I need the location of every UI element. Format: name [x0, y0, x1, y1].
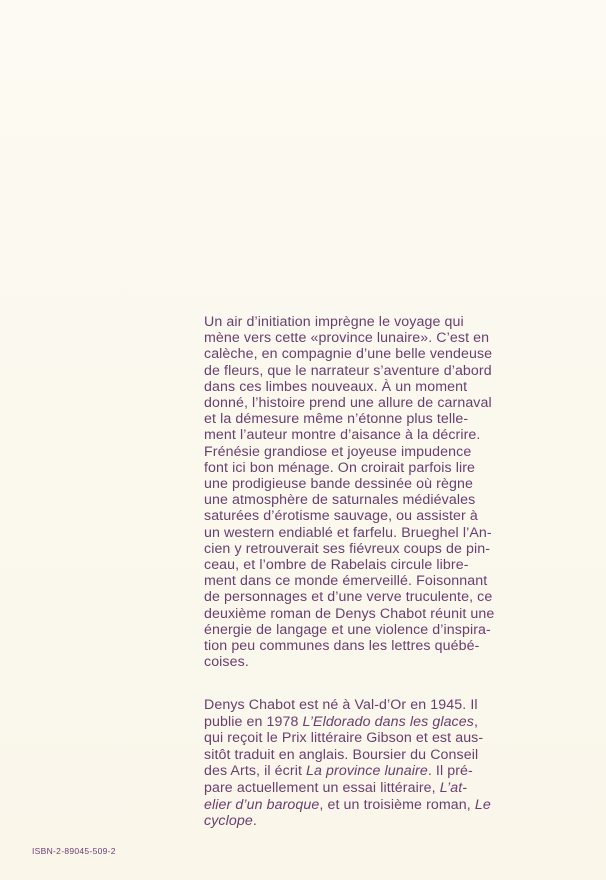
blurb-line: saturées d’érotisme sauvage, ou assister à: [204, 508, 478, 525]
bio-text: , et un troisième roman,: [319, 796, 475, 813]
bio-text: publie en 1978: [204, 713, 303, 730]
bio-line: [204, 763, 568, 780]
blurb-line: coises.: [204, 654, 249, 671]
book-title-province-lunaire: La province lunaire: [306, 763, 428, 780]
blurb-line: cien y retrouverait ses fiévreux coups de pin-: [204, 540, 491, 557]
blurb-line: ment dans ce monde émerveillé. Foisonnant: [204, 573, 488, 590]
blurb-line: mène vers cette «province lunaire». C’est en: [204, 330, 490, 347]
book-title-cyclope-part1: Le: [474, 796, 491, 813]
bio-line: [204, 813, 568, 830]
blurb-line: Un air d’initiation imprègne le voyage qui: [204, 314, 464, 330]
bio-text: pare actuellement un essai littéraire,: [204, 779, 440, 796]
blurb-line: et la démesure même n’étonne plus telle-: [204, 411, 469, 428]
bio-line: [204, 780, 568, 797]
blurb-line: deuxième roman de Denys Chabot réunit une: [204, 605, 495, 622]
blurb-line: ment l’auteur montre d’aisance à la décrire.: [204, 427, 481, 444]
blurb-line: énergie de langage et une violence d’inspira-: [204, 621, 491, 638]
blurb-line: donné, l’histoire prend une allure de carnaval: [204, 395, 492, 412]
bio-line: [204, 730, 568, 747]
bio-text: des Arts, il écrit: [204, 763, 307, 780]
blurb-line: Frénésie grandiose et joyeuse impudence: [204, 443, 472, 460]
book-title-eldorado: L’Eldorado dans les glaces: [302, 713, 474, 730]
blurb-line: ceau, et l’ombre de Rabelais circule libre-: [204, 557, 469, 574]
bio-line: [204, 714, 568, 731]
blurb-line: de fleurs, que le narrateur s’aventure d’abord: [204, 362, 492, 379]
blurb-line: une prodigieuse bande dessinée où règne: [204, 476, 473, 493]
bio-line: [204, 747, 568, 764]
book-title-atelier-part1: L’at-: [439, 779, 468, 796]
blurb-line: de personnages et d’une verve truculente, ce: [204, 589, 493, 606]
blurb-line: dans ces limbes nouveaux. À un moment: [204, 378, 468, 395]
blurb-line: tion peu communes dans les lettres québé-: [204, 638, 480, 655]
bio-text: . Il pré-: [427, 763, 473, 780]
bio-line: [204, 797, 568, 814]
blurb-line: un western endiablé et farfelu. Brueghel l’An-: [204, 524, 492, 541]
author-bio: [204, 697, 568, 830]
bio-text: qui reçoit le Prix littéraire Gibson et est aus-: [204, 730, 484, 747]
blurb-line: calèche, en compagnie d’une belle vendeuse: [204, 346, 493, 363]
bio-text: .: [252, 813, 257, 830]
blurb-line: font ici bon ménage. On croirait parfois lire: [204, 459, 476, 476]
book-title-cyclope-part2: cyclope: [204, 813, 253, 830]
bio-line: [204, 697, 568, 714]
bio-text: sitôt traduit en anglais. Boursier du Conseil: [204, 746, 479, 763]
isbn-label: ISBN-2-89045-509-2: [32, 846, 116, 856]
blurb-paragraph: [204, 314, 568, 670]
bio-text: ,: [473, 713, 478, 730]
book-title-atelier-part2: elier d’un baroque: [204, 796, 320, 813]
blurb-line: une atmosphère de saturnales médiévales: [204, 492, 476, 509]
bio-text: Denys Chabot est né à Val-d’Or en 1945. Il: [204, 697, 478, 713]
